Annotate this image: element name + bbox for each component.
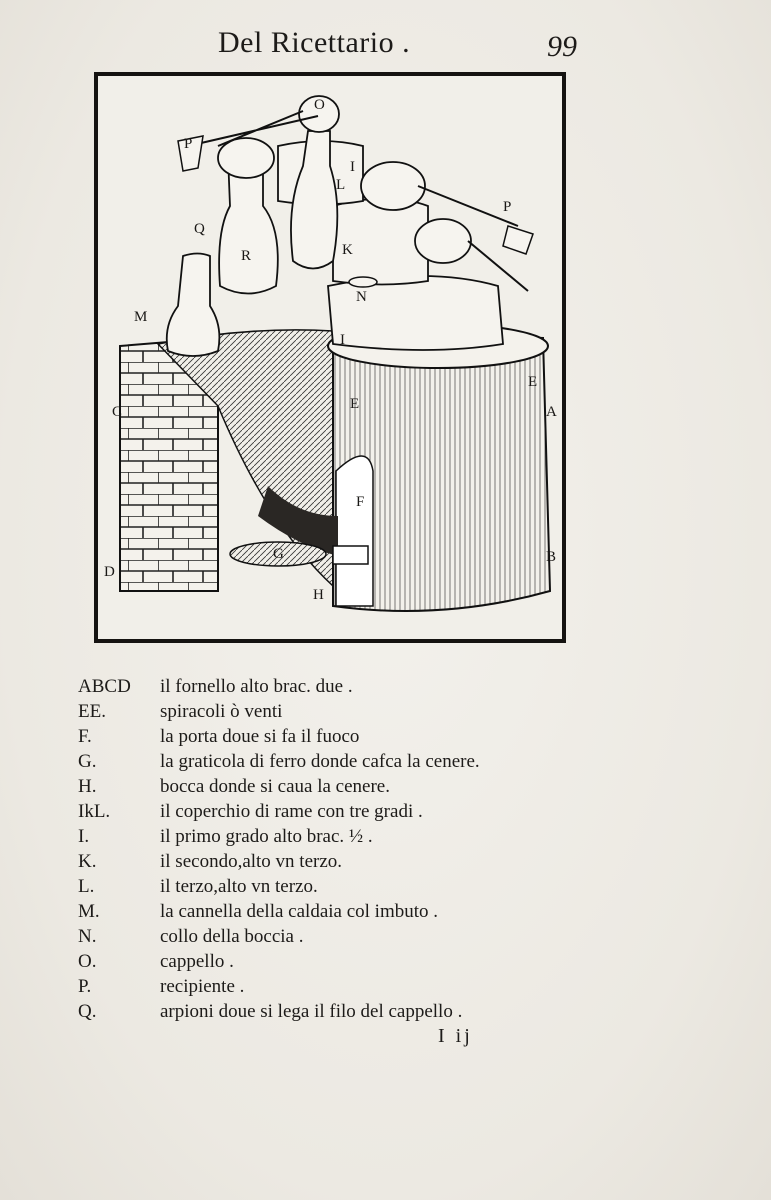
label-f: F bbox=[356, 494, 365, 510]
label-h: H bbox=[313, 587, 324, 603]
label-m: M bbox=[134, 309, 148, 325]
furnace-diagram bbox=[98, 76, 562, 639]
label-l: L bbox=[336, 177, 346, 193]
woodcut-illustration bbox=[94, 72, 566, 643]
label-a: A bbox=[546, 404, 557, 420]
neck-n bbox=[349, 277, 377, 287]
label-p-1: P bbox=[184, 136, 193, 152]
receiver-p-right bbox=[503, 226, 533, 254]
lid-step-1 bbox=[328, 276, 503, 350]
label-g: G bbox=[273, 546, 284, 562]
flask-left bbox=[167, 254, 220, 357]
label-e-1: E bbox=[528, 374, 538, 390]
alembic-head-1 bbox=[361, 162, 425, 210]
running-title: Del Ricettario . bbox=[218, 26, 411, 59]
signature-mark: I ij bbox=[438, 1025, 473, 1047]
label-n: N bbox=[356, 289, 367, 305]
label-d: D bbox=[104, 564, 115, 580]
alembic-head-2 bbox=[415, 219, 471, 263]
label-i-1: I bbox=[340, 332, 345, 348]
label-e-2: E bbox=[350, 396, 360, 412]
label-q: Q bbox=[194, 221, 205, 237]
label-p-2: P bbox=[503, 199, 512, 215]
label-c: C bbox=[112, 404, 123, 420]
label-r: R bbox=[241, 248, 252, 264]
label-b: B bbox=[546, 549, 557, 565]
label-i-2: I bbox=[350, 159, 355, 175]
label-k: K bbox=[342, 242, 353, 258]
label-o: O bbox=[314, 97, 325, 113]
book-page: Del Ricettario . 99 A B C D E E F G H I I K L M N O P P Q R ABCD il fornello alto brac. due . EE. spiracoli ò venti F. la porta doue si fa il fuoco G. la graticola di ferro donde cafca la cenere. H. bocca donde si caua la cenere. IkL. il coperchio di rame con tre gradi . I. il primo grado alto brac. ½ . K. il secondo,alto vn terzo. L. il terzo,alto vn terzo. M. la cannella della caldaia col imbuto . N. collo della boccia . O. cappello . P. recipiente . Q. arpioni doue si lega il filo del cappello . I ij bbox=[0, 0, 771, 1200]
page-number: 99 bbox=[547, 30, 577, 63]
fire-door bbox=[336, 456, 373, 606]
